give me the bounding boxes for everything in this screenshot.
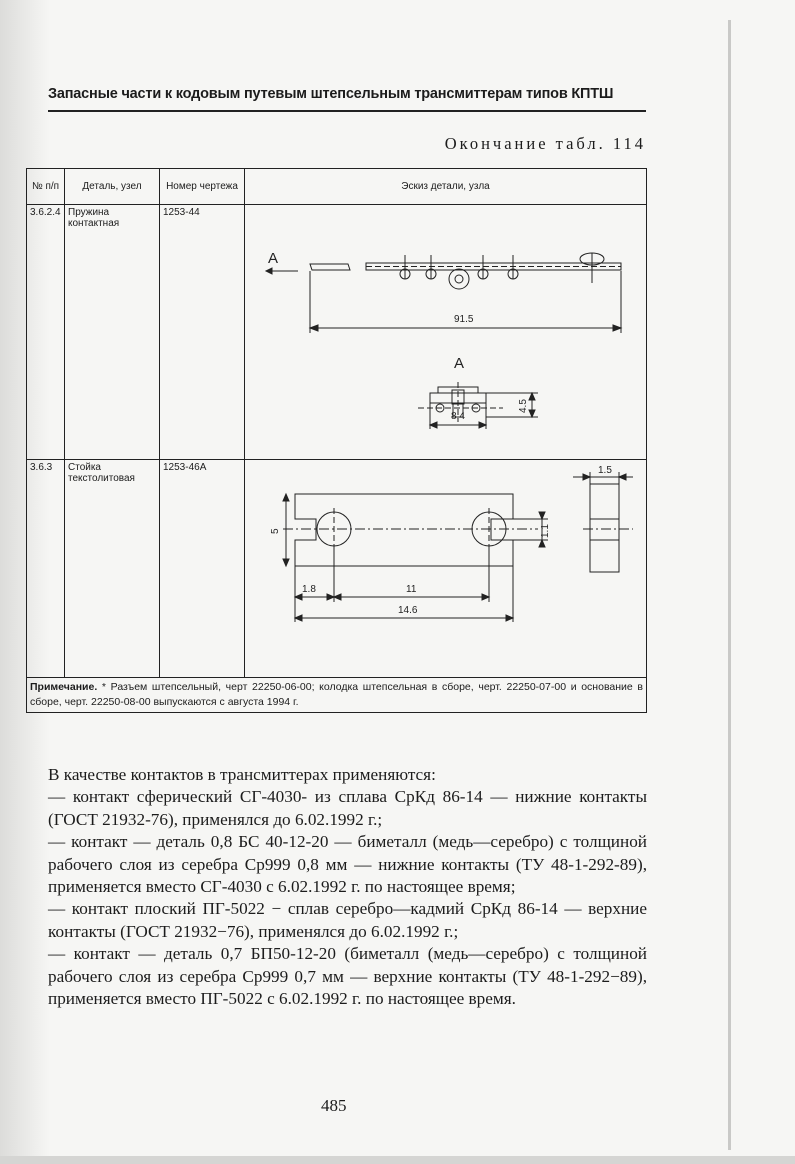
dim-height-label: 5 — [270, 528, 281, 534]
scan-shadow-bottom — [0, 1156, 795, 1164]
dim-arrow — [529, 393, 535, 400]
dim-arrow — [619, 474, 626, 480]
dim-arrow — [539, 540, 545, 547]
dim-b-label: 11 — [406, 584, 417, 595]
row-num: 3.6.2.4 — [27, 205, 65, 460]
paragraph: В качестве контактов в трансмиттерах применяются: — [48, 765, 436, 784]
dim-arrow — [539, 512, 545, 519]
scan-fold-line — [728, 20, 731, 1150]
sketch-contact-spring — [245, 205, 647, 460]
table-note-row — [27, 678, 647, 713]
table-caption: Окончание табл. 114 — [444, 134, 646, 153]
dim-total-label: 14.6 — [398, 605, 418, 616]
body-text — [48, 764, 647, 1010]
row-drawing: 1253-46А — [160, 460, 245, 678]
dim-slot-label: 1.1 — [540, 524, 551, 538]
running-head: Запасные части к кодовым путевым штепсельным трансмиттерам типов КПТШ — [48, 86, 614, 102]
paragraph: — контакт — деталь 0,7 БП50-12-20 (биметалл (медь—серебро) с толщиной рабочего слоя из серебра Ср999 0,7 мм — верхние контакты (ТУ 48-1-292−89), применяется вместо ПГ-5022 с 6.02.1992 г. по настоящее время. — [48, 944, 647, 1009]
dim-arrow — [529, 410, 535, 417]
row-part: Стойка текстолитовая — [65, 460, 160, 678]
dim-height-label: 4.5 — [518, 399, 529, 413]
row-drawing: 1253-44 — [160, 205, 245, 460]
table-note — [27, 678, 647, 713]
table-header-row — [27, 169, 647, 205]
sketch-textolite-post — [245, 460, 647, 678]
dim-arrow — [283, 559, 289, 566]
header-num: № п/п — [27, 169, 65, 205]
header-drawing: Номер чертежа — [160, 169, 245, 205]
dim-arrow — [506, 615, 513, 621]
dim-arrow — [295, 615, 302, 621]
row-part: Пружина контактная — [65, 205, 160, 460]
dim-arrow — [482, 594, 489, 600]
note-label: Примечание. — [30, 681, 98, 693]
dim-width-label: 8.4 — [451, 411, 465, 422]
post-outline — [295, 494, 513, 566]
header-part: Деталь, узел — [65, 169, 160, 205]
note-text: * Разъем штепсельный, черт 22250-06-00; колодка штепсельная в сборе, черт. 22250-07-00 и основание в сборе, черт. 22250-08-00 выпускаются с августа 1994 г. — [30, 681, 643, 708]
view-arrow-label: А — [268, 250, 279, 267]
paragraph: — контакт — деталь 0,8 БС 40-12-20 — биметалл (медь—серебро) с толщиной рабочего слоя из серебра Ср999 0,8 мм — нижние контакты (ТУ 48-1-292-89), применяется вместо СГ-4030 с 6.02.1992 г. по настоящее время; — [48, 832, 647, 897]
view-arrow-head — [266, 268, 272, 274]
page-number: 485 — [321, 1096, 347, 1115]
parts-table — [26, 168, 647, 713]
table-row — [27, 205, 647, 460]
post-side-view — [583, 484, 633, 572]
table-row — [27, 460, 647, 678]
dim-length-label: 91.5 — [454, 314, 474, 325]
row-num: 3.6.3 — [27, 460, 65, 678]
dim-arrow — [310, 325, 318, 331]
view-a-label: А — [454, 355, 465, 372]
spring-left-tab — [310, 264, 350, 270]
paragraph: — контакт плоский ПГ-5022 − сплав серебро—кадмий СрКд 86-14 — верхние контакты (ГОСТ 21932−76), применялся до 6.02.1992 г.; — [48, 899, 647, 941]
dim-arrow — [334, 594, 341, 600]
paragraph: — контакт сферический СГ-4030- из сплава СрКд 86-14 — нижние контакты (ГОСТ 21932-76), применялся до 6.02.1992 г.; — [48, 787, 647, 829]
dim-arrow — [295, 594, 302, 600]
dim-a-label: 1.8 — [302, 584, 316, 595]
dim-arrow — [283, 494, 289, 501]
dim-arrow — [430, 422, 437, 428]
header-sketch: Эскиз детали, узла — [245, 169, 647, 205]
dim-side-label: 1.5 — [598, 465, 612, 476]
dim-arrow — [613, 325, 621, 331]
dim-arrow — [583, 474, 590, 480]
header-rule — [48, 110, 646, 112]
rivet-group — [400, 253, 604, 289]
dim-arrow — [479, 422, 486, 428]
